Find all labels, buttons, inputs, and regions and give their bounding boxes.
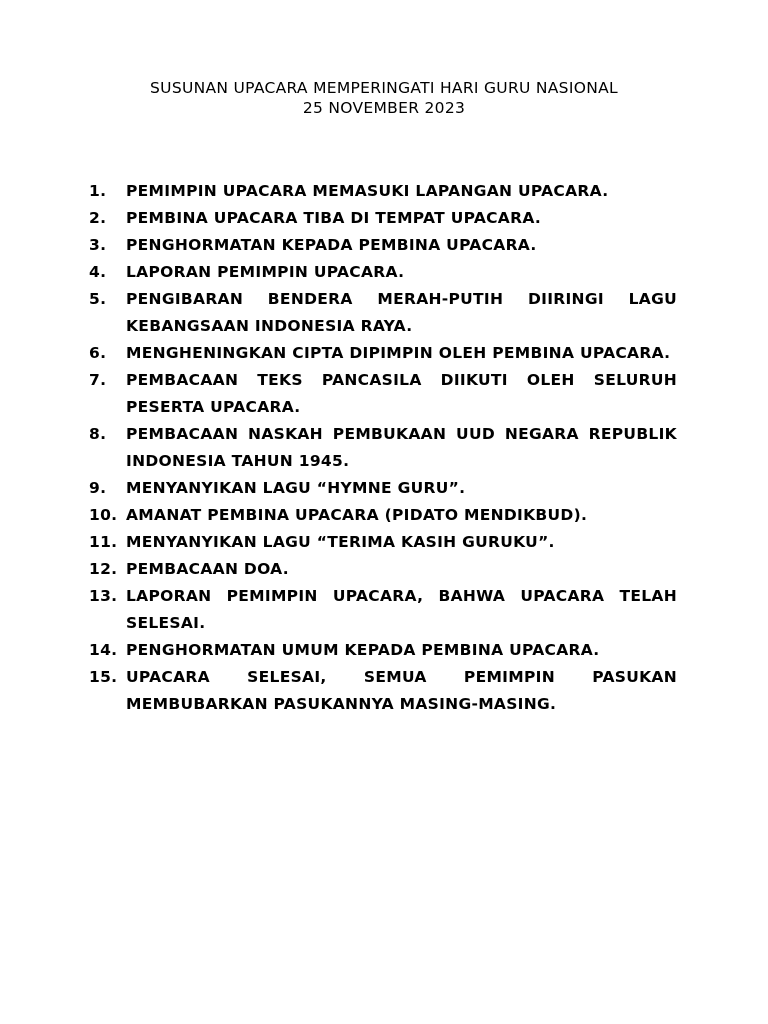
item-text: UPACARA SELESAI, SEMUA PEMIMPIN PASUKAN MEMBUBARKAN PASUKANNYA MASING-MASING.: [126, 668, 677, 713]
list-item: [89, 556, 677, 583]
list-item: [89, 205, 677, 232]
item-number: 10.: [89, 506, 118, 524]
item-number: 3.: [89, 236, 107, 254]
item-number: 4.: [89, 263, 107, 281]
title-line-1: SUSUNAN UPACARA MEMPERINGATI HARI GURU NASIONAL: [150, 79, 618, 97]
item-number: 11.: [89, 533, 118, 551]
item-text: MENYANYIKAN LAGU “HYMNE GURU”.: [126, 479, 466, 497]
item-text: LAPORAN PEMIMPIN UPACARA.: [126, 263, 405, 281]
item-number: 1.: [89, 182, 107, 200]
document-title: [80, 78, 688, 118]
ceremony-agenda-list: [89, 178, 677, 718]
list-item: [89, 664, 677, 718]
item-number: 6.: [89, 344, 107, 362]
item-text: LAPORAN PEMIMPIN UPACARA, BAHWA UPACARA TELAH SELESAI.: [126, 587, 677, 632]
item-text: PEMBACAAN TEKS PANCASILA DIIKUTI OLEH SELURUH PESERTA UPACARA.: [126, 371, 677, 416]
list-item: [89, 502, 677, 529]
item-text: PEMBACAAN DOA.: [126, 560, 289, 578]
item-number: 14.: [89, 641, 118, 659]
item-number: 15.: [89, 668, 118, 686]
item-number: 12.: [89, 560, 118, 578]
item-number: 7.: [89, 371, 107, 389]
item-text: MENYANYIKAN LAGU “TERIMA KASIH GURUKU”.: [126, 533, 555, 551]
item-number: 2.: [89, 209, 107, 227]
item-text: MENGHENINGKAN CIPTA DIPIMPIN OLEH PEMBINA UPACARA.: [126, 344, 671, 362]
item-text: PENGHORMATAN UMUM KEPADA PEMBINA UPACARA.: [126, 641, 600, 659]
item-number: 9.: [89, 479, 107, 497]
list-item: [89, 340, 677, 367]
item-text: PENGHORMATAN KEPADA PEMBINA UPACARA.: [126, 236, 537, 254]
title-line-2: 25 NOVEMBER 2023: [302, 99, 466, 117]
item-number: 5.: [89, 290, 107, 308]
item-number: 8.: [89, 425, 107, 443]
list-item: [89, 232, 677, 259]
list-item: [89, 637, 677, 664]
item-text: PEMBINA UPACARA TIBA DI TEMPAT UPACARA.: [126, 209, 542, 227]
list-item: [89, 529, 677, 556]
list-item: [89, 367, 677, 421]
list-item: [89, 421, 677, 475]
list-item: [89, 178, 677, 205]
item-number: 13.: [89, 587, 118, 605]
list-item: [89, 259, 677, 286]
list-item: [89, 475, 677, 502]
list-item: [89, 583, 677, 637]
item-text: PENGIBARAN BENDERA MERAH-PUTIH DIIRINGI LAGU KEBANGSAAN INDONESIA RAYA.: [126, 290, 677, 335]
item-text: AMANAT PEMBINA UPACARA (PIDATO MENDIKBUD).: [126, 506, 588, 524]
item-text: PEMIMPIN UPACARA MEMASUKI LAPANGAN UPACARA.: [126, 182, 609, 200]
list-item: [89, 286, 677, 340]
item-text: PEMBACAAN NASKAH PEMBUKAAN UUD NEGARA REPUBLIK INDONESIA TAHUN 1945.: [126, 425, 677, 470]
